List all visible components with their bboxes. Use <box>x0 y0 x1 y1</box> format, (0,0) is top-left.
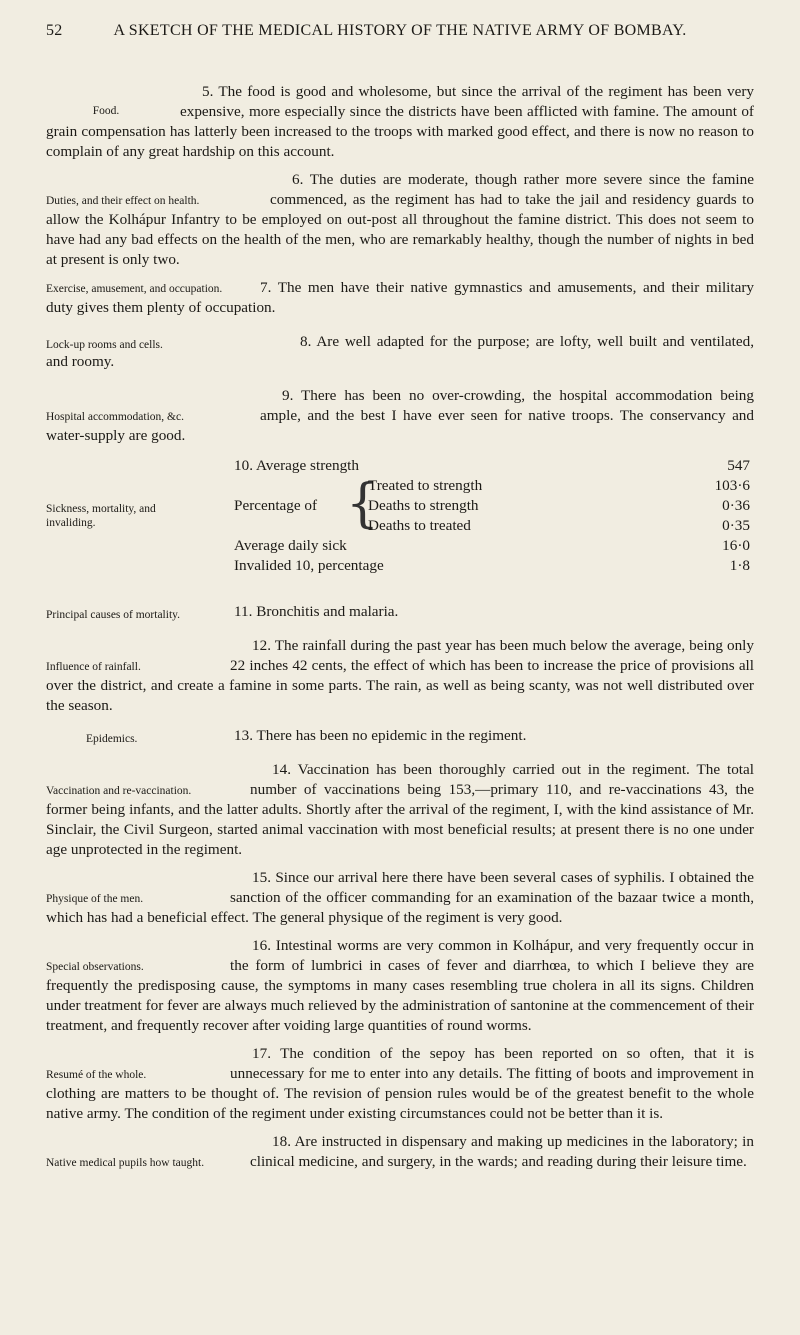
stats-row-deaths-treated: Deaths to treated 0·35 <box>368 517 750 534</box>
side-note-physique: Physique of the men. <box>46 893 144 905</box>
stats-table <box>234 456 754 576</box>
running-title: A SKETCH OF THE MEDICAL HISTORY OF THE NATIVE ARMY OF BOMBAY. <box>113 22 687 39</box>
page-body <box>46 82 754 1180</box>
side-note-mortality: Principal causes of mortality. <box>46 609 181 621</box>
side-note-pupils: Native medical pupils how taught. <box>46 1157 205 1169</box>
paragraph-5: Food. 5. The food is good and wholesome, but since the arrival of the regiment has been very expensive, more especially since the districts have been afflicted with famine. The amount of grain compensation has latterly been increased to the troops with marked good effect, and there is now no reason to complain of any great hardship on this account. <box>46 83 754 160</box>
paragraph-12: Influence of rainfall. 12. The rainfall during the past year has been much below the average, being only 22 inches 42 cents, the effect of which has been to increase the price of provisions all over the district, and create a famine in some parts. The rain, as well as being scanty, was not well distributed over the season. <box>46 637 754 714</box>
side-note-epidemics: Epidemics. <box>86 733 138 745</box>
side-note-exercise: Exercise, amusement, and occupation. <box>46 283 223 295</box>
stats-percentage-group <box>234 476 754 536</box>
percentage-label: Percentage of <box>234 497 318 514</box>
sickness-statistics <box>46 456 754 596</box>
side-note-lockup: Lock-up rooms and cells. <box>46 339 163 351</box>
stats-row-daily-sick: Average daily sick 16·0 <box>234 537 750 554</box>
paragraph-7: Exercise, amusement, and occupation. 7. The men have their native gymnastics and amusements, and their military duty gives them plenty of occupation. <box>46 279 754 316</box>
stats-row-deaths-strength: Deaths to strength 0·36 <box>368 497 750 514</box>
page-number: 52 <box>46 22 63 39</box>
stats-row-invalided: Invalided 10, percentage 1·8 <box>234 557 750 574</box>
paragraph-13: Epidemics. 13. There has been no epidemic in the regiment. <box>46 726 754 752</box>
side-note-rainfall: Influence of rainfall. <box>46 661 141 673</box>
paragraph-16: Special observations. 16. Intestinal worms are very common in Kolhápur, and very frequently occur in the form of lumbrici in cases of fever and diarrhœa, to which I believe they are frequently the predisposing cause, the symptoms in many cases resembling true cholera in all its signs. Children under treatment for fever are always much relieved by the administration of santonine at the commencement of their treatment, and frequently recover after voiding large quantities of round worms. <box>46 937 755 1034</box>
side-note-resume: Resumé of the whole. <box>46 1069 147 1081</box>
side-note-sickness: Sickness, mortality, and invaliding. <box>46 503 156 529</box>
paragraph-11: Principal causes of mortality. 11. Bronchitis and malaria. <box>46 602 754 626</box>
brace-icon: { <box>346 474 380 534</box>
side-note-special: Special observations. <box>46 961 144 973</box>
paragraph-9: Hospital accommodation, &c. 9. There has been no over-crowding, the hospital accommodation being ample, and the best I have ever seen for native troops. The conservancy and water-supply are good. <box>46 387 754 444</box>
paragraph-17: Resumé of the whole. 17. The condition of the sepoy has been reported on so often, that it is unnecessary for me to enter into any details. The fitting of boots and improvement in clothing are matters to be thought of. The revision of pension rules would be of the greatest benefit to the whole native army. The condition of the regiment under existing circumstances could not be better than it is. <box>46 1045 754 1122</box>
paragraph-18: Native medical pupils how taught. 18. Are instructed in dispensary and making up medicines in the laboratory; in clinical medicine, and surgery, in the wards; and reading during their leisure time. <box>46 1133 754 1170</box>
stats-row-treated: Treated to strength 103·6 <box>368 477 750 494</box>
paragraph-6: Duties, and their effect on health. 6. The duties are moderate, though rather more severe since the famine commenced, as the regiment has had to take the jail and residency guards to allow the Kolhápur Infantry to be employed on out-post all throughout the famine district. This does not seem to have had any bad effects on the health of the men, who are remarkably healthy, though the number of nights in bed at present is only two. <box>46 171 754 268</box>
stats-row-average-strength: 10. Average strength 547 <box>234 457 750 474</box>
side-note-vaccination: Vaccination and re-vaccination. <box>46 785 192 797</box>
side-note-food: Food. <box>92 105 120 117</box>
side-note-duties: Duties, and their effect on health. <box>46 195 200 207</box>
paragraph-15: Physique of the men. 15. Since our arrival here there have been several cases of syphilis. I obtained the sanction of the officer commanding for an examination of the bazaar twice a month, which has had a beneficial effect. The general physique of the regiment is very good. <box>46 869 755 926</box>
paragraph-8: Lock-up rooms and cells. 8. Are well adapted for the purpose; are lofty, well built and ventilated, and roomy. <box>46 333 754 370</box>
side-note-hospital: Hospital accommodation, &c. <box>46 411 184 423</box>
paragraph-14: Vaccination and re-vaccination. 14. Vaccination has been thoroughly carried out in the regiment. The total number of vaccinations being 153,—primary 110, and re-vaccinations 43, the former being infants, and the latter adults. Shortly after the arrival of the regiment, I, with the kind assistance of Mr. Sinclair, the Civil Surgeon, started animal vaccination with most beneficial results; at present there is no one under age unprotected in the regiment. <box>46 761 754 858</box>
